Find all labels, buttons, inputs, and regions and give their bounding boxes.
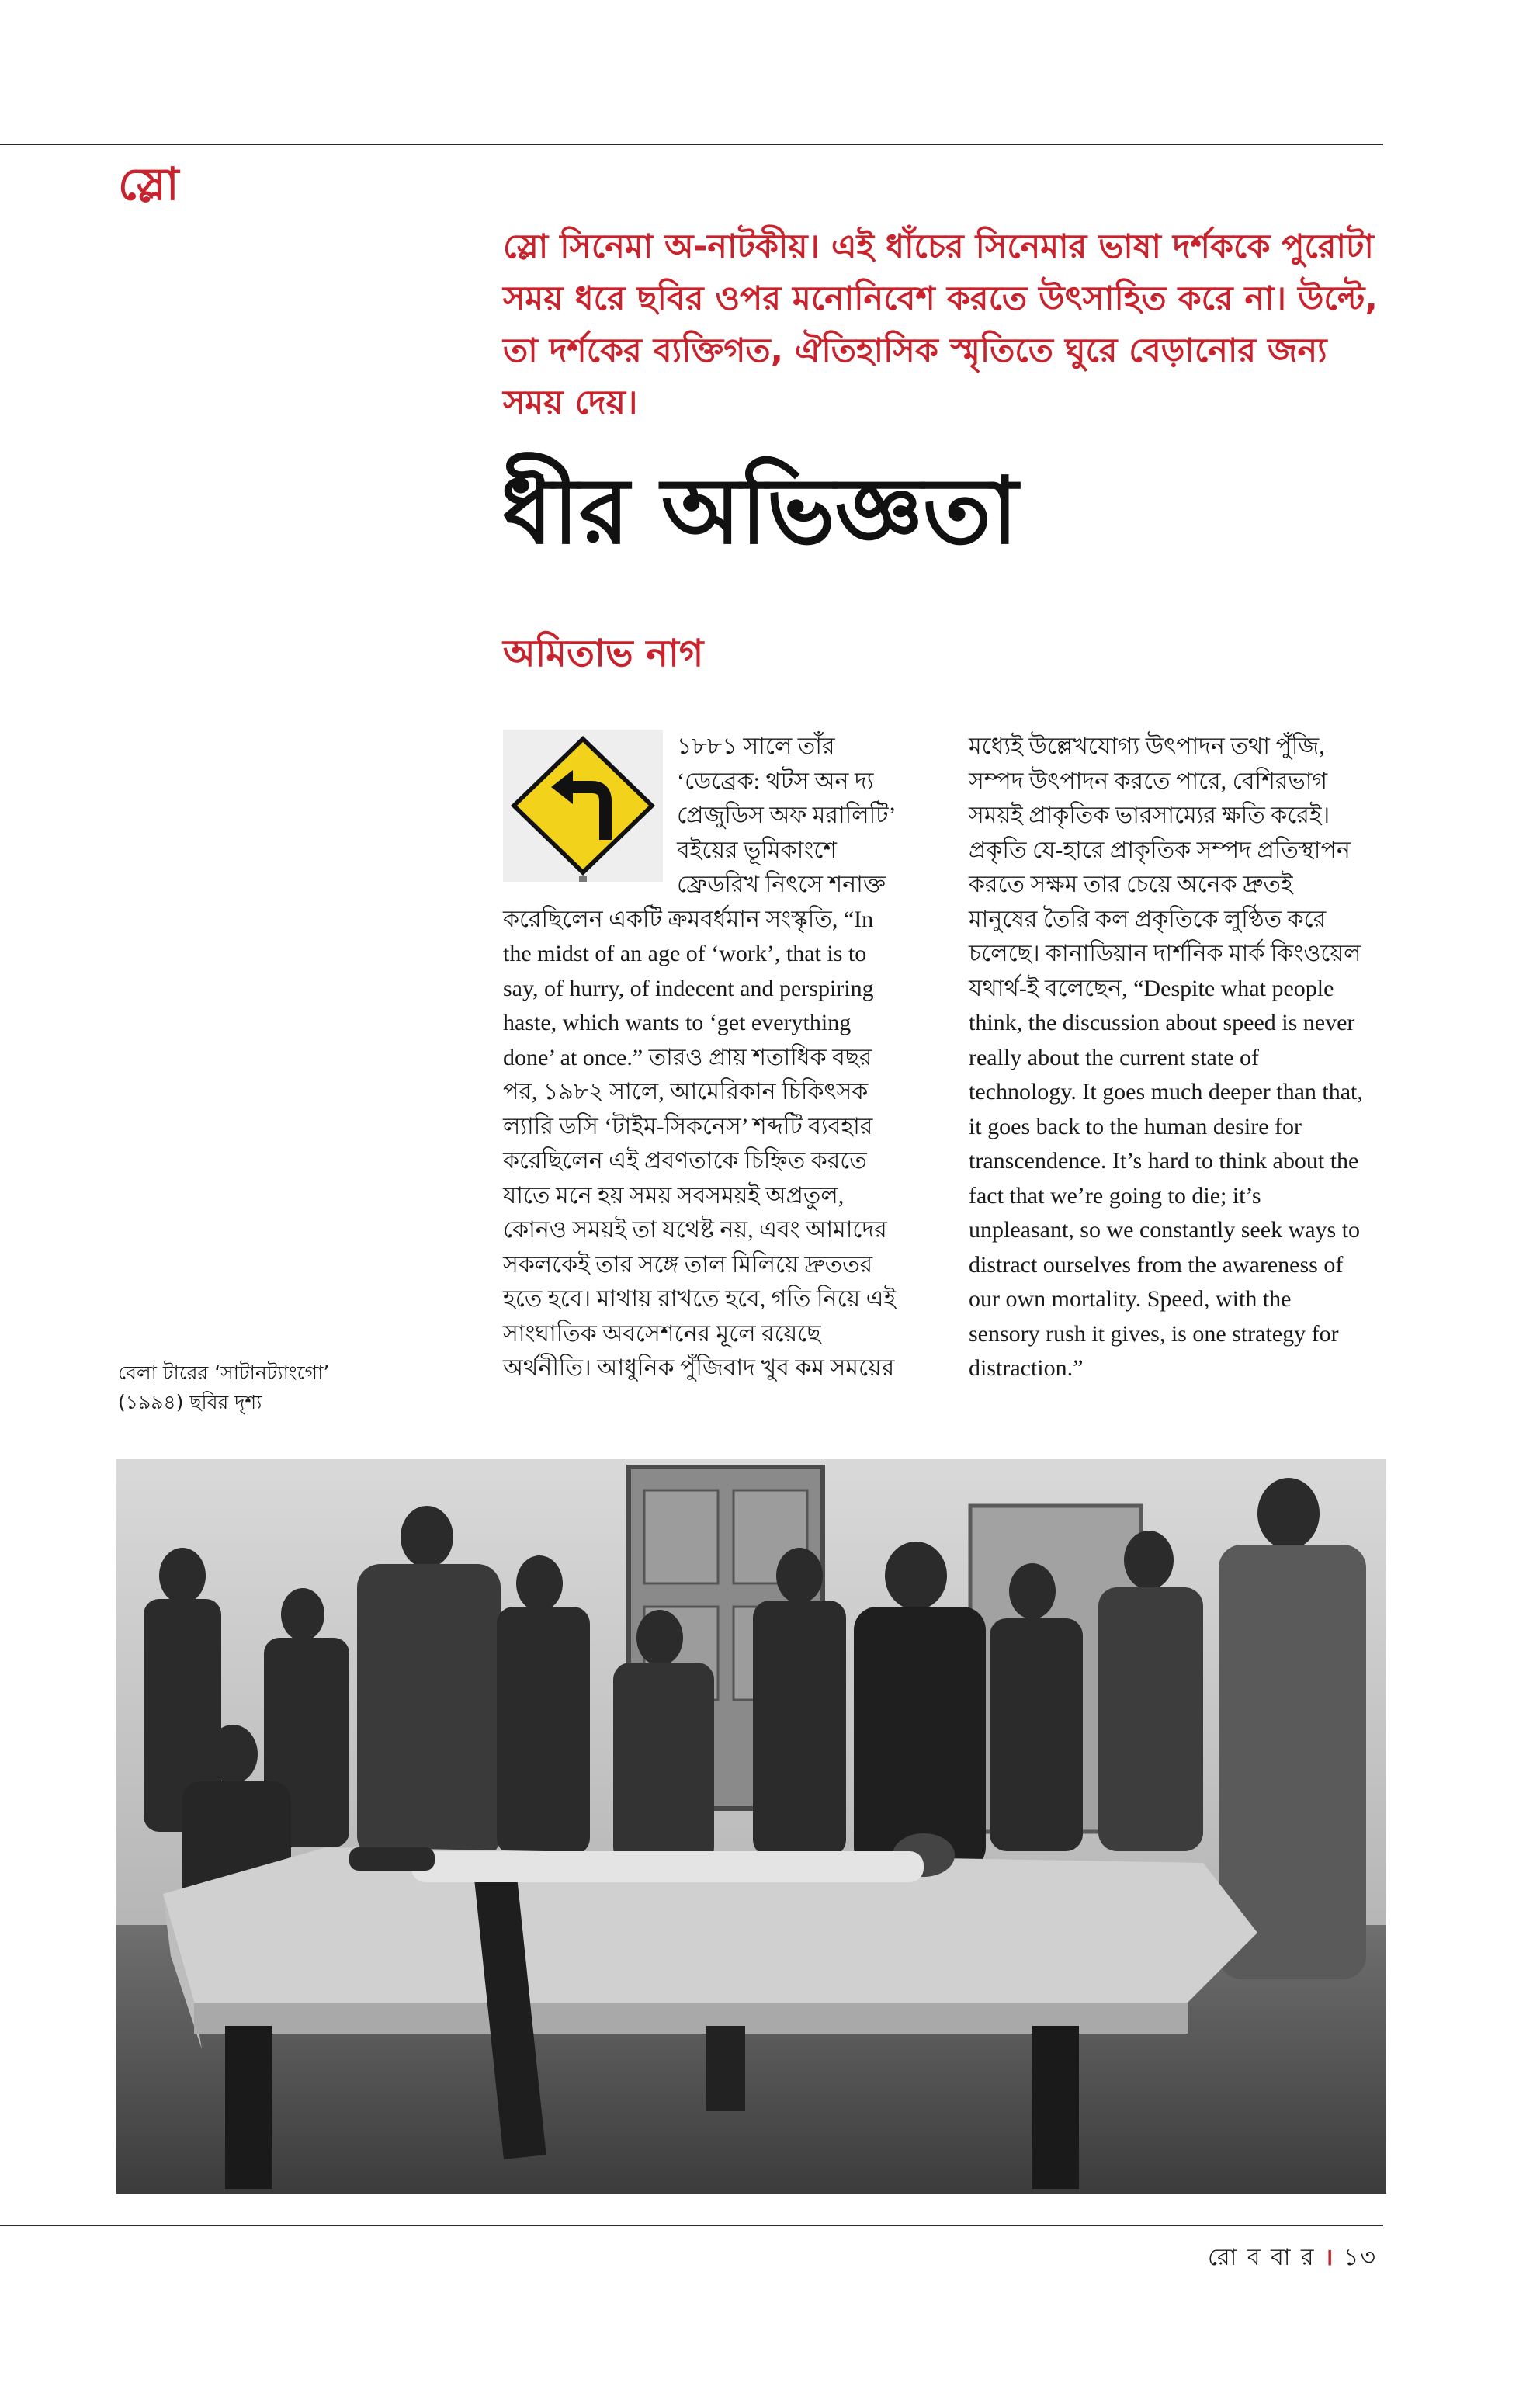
folio bbox=[1208, 2239, 1377, 2278]
author-byline: অমিতাভ নাগ bbox=[503, 632, 704, 675]
body-column-left bbox=[503, 730, 900, 1386]
film-still-photo bbox=[116, 1459, 1386, 2194]
section-label: স্লো bbox=[118, 158, 179, 210]
bottom-rule bbox=[0, 2225, 1383, 2226]
photo-caption bbox=[118, 1358, 444, 1417]
caption-line-2: (১৯৯৪) ছবির দৃশ্য bbox=[118, 1391, 262, 1413]
page-number: ১৩ bbox=[1344, 2244, 1377, 2271]
body-column-right bbox=[969, 730, 1366, 1386]
standfirst: স্লো সিনেমা অ-নাটকীয়। এই ধাঁচের সিনেমার ভাষা দর্শককে পুরোটা সময় ধরে ছবির ওপর মনোনিবেশ করতে উৎসাহিত করে না। উল্টে, তা দর্শকের ব্যক্তিগত, ঐতিহাসিক স্মৃতিতে ঘুরে বেড়ানোর জন্য সময় দেয়। bbox=[503, 227, 1378, 422]
folio-separator: । bbox=[1324, 2244, 1335, 2271]
top-rule bbox=[0, 144, 1383, 145]
headline: ধীর অভিজ্ঞতা bbox=[501, 457, 1018, 564]
turn-left-sign-icon bbox=[503, 730, 663, 882]
caption-line-1: বেলা টারের ‘সাটানট্যাংগো’ bbox=[118, 1361, 330, 1384]
magazine-name: রো ব বা র bbox=[1207, 2244, 1316, 2271]
body-text-right: মধ্যেই উল্লেখযোগ্য উৎপাদন তথা পুঁজি, সম্পদ উৎপাদন করতে পারে, বেশিরভাগ সময়ই প্রাকৃতিক ভারসাম্যের ক্ষতি করেই। প্রকৃতি যে-হারে প্রাকৃতিক সম্পদ প্রতিস্থাপন করতে সক্ষম তার চেয়ে অনেক দ্রুতই মানুষের তৈরি কল প্রকৃতিকে লুণ্ঠিত করে চলেছে। কানাডিয়ান দার্শনিক মার্ক কিংওয়েল যথার্থ-ই বলেছেন, “Despite what people think, the discussion about speed is never really about the current state of technology. It goes much deeper than that, it goes back to the human desire for transcendence. It’s hard to think about the fact that we’re going to die; it’s unpleasant, so we constantly seek ways to distract ourselves from the awareness of our own mortality. Speed, with the sensory rush it gives, is one strategy for distraction.” bbox=[969, 734, 1363, 1381]
body-text-left: ১৮৮১ সালে তাঁর ‘ডেব্রেক: থটস অন দ্য প্রেজুডিস অফ মরালিটি’ বইয়ের ভূমিকাংশে ফ্রেডরিখ নিৎসে শনাক্ত করেছিলেন একটি ক্রমবর্ধমান সংস্কৃতি, “In the midst of an age of ‘work’, that is to say, of hurry, of indecent and perspiring haste, which wants to ‘get everything done’ at once.” তারও প্রায় শতাধিক বছর পর, ১৯৮২ সালে, আমেরিকান চিকিৎসক ল্যারি ডসি ‘টাইম-সিকনেস’ শব্দটি ব্যবহার করেছিলেন এই প্রবণতাকে চিহ্নিত করতে যাতে মনে হয় সময় সবসময়ই অপ্রতুল, কোনও সময়ই তা যথেষ্ট নয়, এবং আমাদের সকলকেই তার সঙ্গে তাল মিলিয়ে দ্রুততর হতে হবে। মাথায় রাখতে হবে, গতি নিয়ে এই সাংঘাতিক অবসেশনের মূলে রয়েছে অর্থনীতি। আধুনিক পুঁজিবাদ খুব কম সময়ের bbox=[503, 734, 897, 1381]
